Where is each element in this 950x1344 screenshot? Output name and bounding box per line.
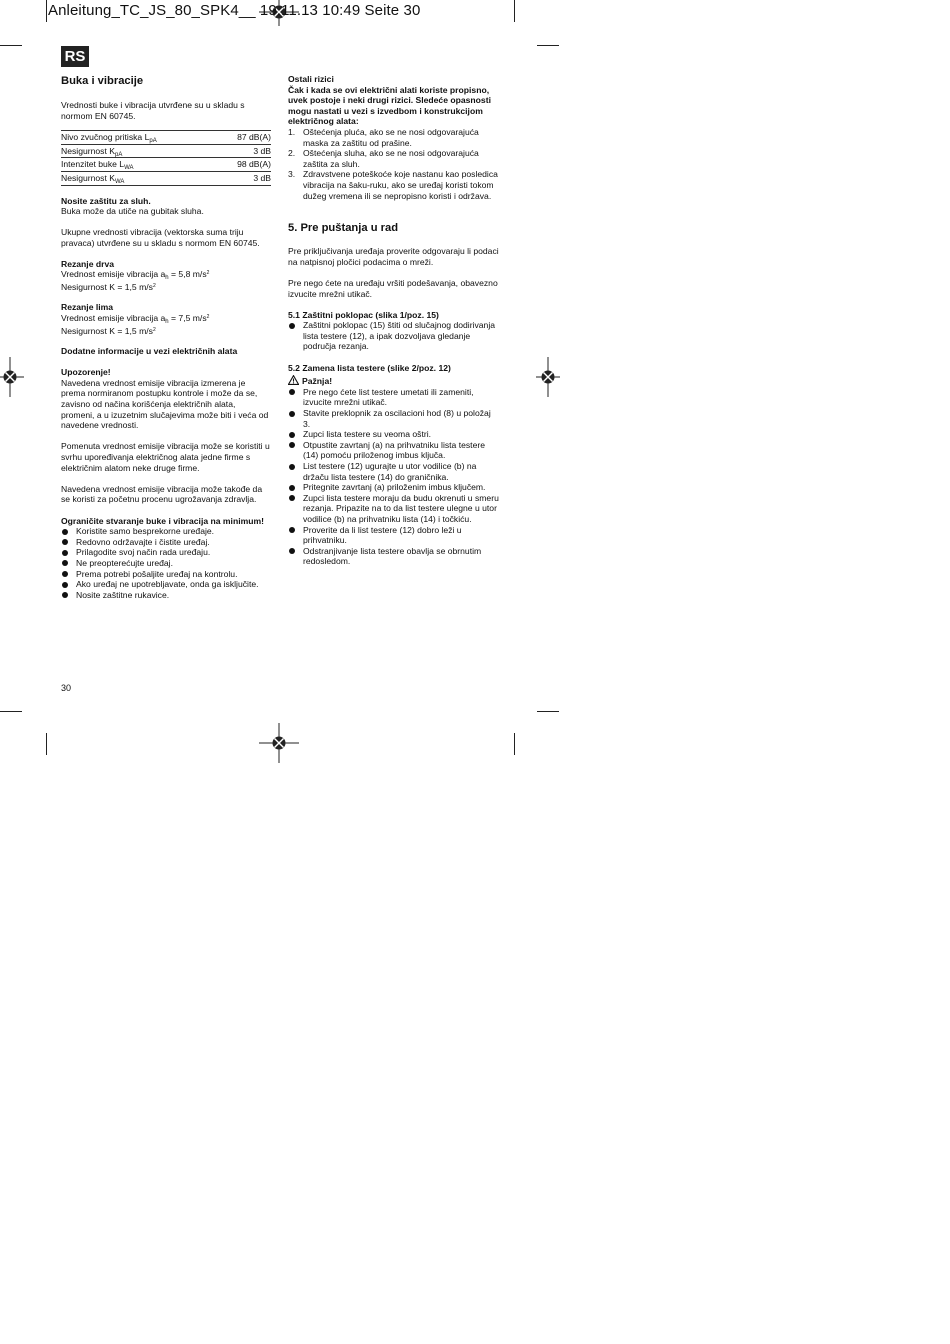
list-item: Proverite da li list testere (12) dobro leži u prihvatniku. [288, 525, 500, 546]
list-item: Prilagodite svoj način rada uređaju. [61, 547, 271, 558]
risks-intro: Čak i kada se ovi električni alati koriste propisno, uvek postoje i neki drugi rizici. Sledeće opasnosti mogu nastati u vezi s izvedbom i konstrukcijom električnog alata: [288, 84, 491, 127]
table-label: Nesigurnost $K_{pA}$ [61, 144, 216, 158]
section-title-noise: Buka i vibracije [61, 75, 144, 87]
list-item: 2. Oštećenja sluha, ako se ne nosi odgovarajuća zaštita za sluh. [288, 148, 479, 169]
intro-text: Vrednosti buke i vibracija utvrđene su u skladu s normom EN 60745. [61, 100, 245, 121]
startup-text-1: Pre priključivanja uređaja proverite odgovaraju li podaci na natpisnoj pločici podacima o mreži. [288, 246, 499, 267]
list-item: Zupci lista testere su veoma oštri. [288, 429, 500, 440]
crop-mark [46, 733, 47, 755]
table-label: Nesigurnost $K_{WA}$ [61, 171, 216, 185]
table-value: 87 dB(A) [216, 131, 271, 145]
table-row [61, 131, 271, 145]
limit-heading: Ograničite stvaranje buke i vibracija na minimum! [61, 515, 264, 526]
list-item: Pre nego ćete list testere umetati ili zameniti, izvucite mrežni utikač. [288, 387, 500, 408]
registration-mark-bottom [259, 723, 299, 763]
list-item: List testere (12) ugurajte u utor vodilice (b) na držaču lista testere (14) do graničnika. [288, 461, 500, 482]
list-item: Odstranjivanje lista testere obavlja se obrnutim redosledom. [288, 546, 500, 567]
page-number: 30 [61, 683, 72, 693]
registration-mark-left [0, 357, 24, 397]
sheet-emission: Vrednost emisije vibracija $a_h = 7,5$ $m/s^2$ [61, 312, 210, 325]
list-item: Redovno održavajte i čistite uređaj. [61, 537, 271, 548]
assessment-text: Navedena vrednost emisije vibracija može takođe da se koristi za početnu procenu ugrožavanja zdravlja. [61, 483, 263, 505]
list-item: Nosite zaštitne rukavice. [61, 590, 271, 601]
list-item: 1. Oštećenja pluća, ako se ne nosi odgovarajuća maska za zaštitu od prašine. [288, 126, 479, 148]
blade-change-list [288, 387, 500, 567]
table-row [61, 158, 271, 172]
wood-emission: Vrednost emisije vibracija $a_h = 5,8$ $m/s^2$ [61, 269, 210, 282]
vibration-total-text: Ukupne vrednosti vibracija (vektorska suma triju pravaca) utvrđene su u skladu s normom EN 60745. [61, 227, 260, 248]
warning-triangle-icon [288, 375, 299, 385]
list-item: Otpustite zavrtanj (a) na prihvatniku lista testere (14) pomoću priloženog imbus ključa. [288, 440, 500, 461]
list-item: Prema potrebi pošaljite uređaj na kontrolu. [61, 569, 271, 580]
table-label: Intenzitet buke $L_{WA}$ [61, 158, 216, 172]
guard-heading: 5.1 Zaštitni poklopac (slika 1/poz. 15) [288, 309, 439, 320]
sheet-uncertainty: Nesigurnost K = 1,5 $m/s^2$ [61, 325, 156, 336]
list-item: Ne preopterećujte uređaj. [61, 558, 271, 569]
list-item: Koristite samo besprekorne uređaje. [61, 526, 271, 537]
sheet-heading: Rezanje lima [61, 302, 114, 313]
hearing-text: Buka može da utiče na gubitak sluha. [61, 206, 204, 217]
warning-text: Navedena vrednost emisije vibracija izmerena je prema normiranom postupku kontrole i može da se, zavisno od načina korišćenja električnih alata, promeni, a u izuzetnim slučajevima može biti i veća od navedene vrednosti. [61, 377, 269, 431]
table-row [61, 144, 271, 158]
noise-values-table [61, 130, 271, 185]
table-value: 3 dB [216, 144, 271, 158]
wood-uncertainty: Nesigurnost K = 1,5 $m/s^2$ [61, 281, 156, 292]
left-column [61, 74, 271, 600]
crop-mark [46, 0, 47, 22]
right-column [288, 74, 500, 567]
list-item: Ako uređaj ne upotrebljavate, onda ga isključite. [61, 579, 271, 590]
hearing-heading: Nosite zaštitu za sluh. [61, 195, 151, 206]
section-title-startup: 5. Pre puštanja u rad [288, 222, 399, 235]
list-item: Zupci lista testere moraju da budu okrenuti u smeru rezanja. Pripazite na to da list testere ulegne u utor vodilice (b) na prihvatniku lista (14) i točkiću. [288, 493, 500, 525]
print-header: Anleitung_TC_JS_80_SPK4__ 19.11.13 10:49 Seite 30 [48, 2, 421, 19]
startup-text-2: Pre nego ćete na uređaju vršiti podešavanja, obavezno izvucite mrežni utikač. [288, 277, 498, 299]
list-item: Pritegnite zavrtanj (a) priloženim imbus ključem. [288, 482, 500, 493]
extra-info-heading: Dodatne informacije u vezi električnih alata [61, 346, 238, 357]
table-row [61, 171, 271, 185]
registration-mark-right [536, 357, 560, 397]
limit-list [61, 526, 271, 600]
comparison-text: Pomenuta vrednost emisije vibracija može se koristiti u svrhu upoređivanja električnog alata jedne firme s električnim alatom neke druge firme. [61, 441, 270, 473]
wood-heading: Rezanje drva [61, 258, 115, 269]
table-value: 98 dB(A) [216, 158, 271, 172]
crop-mark [514, 733, 515, 755]
list-item: Zaštitni poklopac (15) štiti od slučajnog dodirivanja lista testere (12), a ipak dozvoljava gledanje područja rezanja. [288, 320, 500, 352]
warning-heading: Upozorenje! [61, 367, 111, 378]
blade-change-heading: 5.2 Zamena lista testere (slike 2/poz. 12) [288, 362, 451, 373]
table-value: 3 dB [216, 171, 271, 185]
risks-heading: Ostali rizici [288, 74, 334, 84]
crop-mark [537, 45, 559, 46]
attention-line: Pažnja! [288, 375, 500, 387]
list-item: 3. Zdravstvene poteškoće koje nastanu kao posledica vibracija na šaku-ruku, ako se uređaj koristi tokom dužeg vremena ili se nepropisno koristi i održava. [288, 169, 498, 201]
table-label: Nivo zvučnog pritiska $L_{pA}$ [61, 131, 216, 145]
language-badge: RS [61, 46, 89, 67]
list-item: Stavite preklopnik za oscilacioni hod (8) u položaj 3. [288, 408, 500, 429]
crop-mark [514, 0, 515, 22]
crop-mark [0, 711, 22, 712]
crop-mark [0, 45, 22, 46]
guard-list [288, 320, 500, 352]
risks-list [288, 127, 500, 201]
crop-mark [537, 711, 559, 712]
